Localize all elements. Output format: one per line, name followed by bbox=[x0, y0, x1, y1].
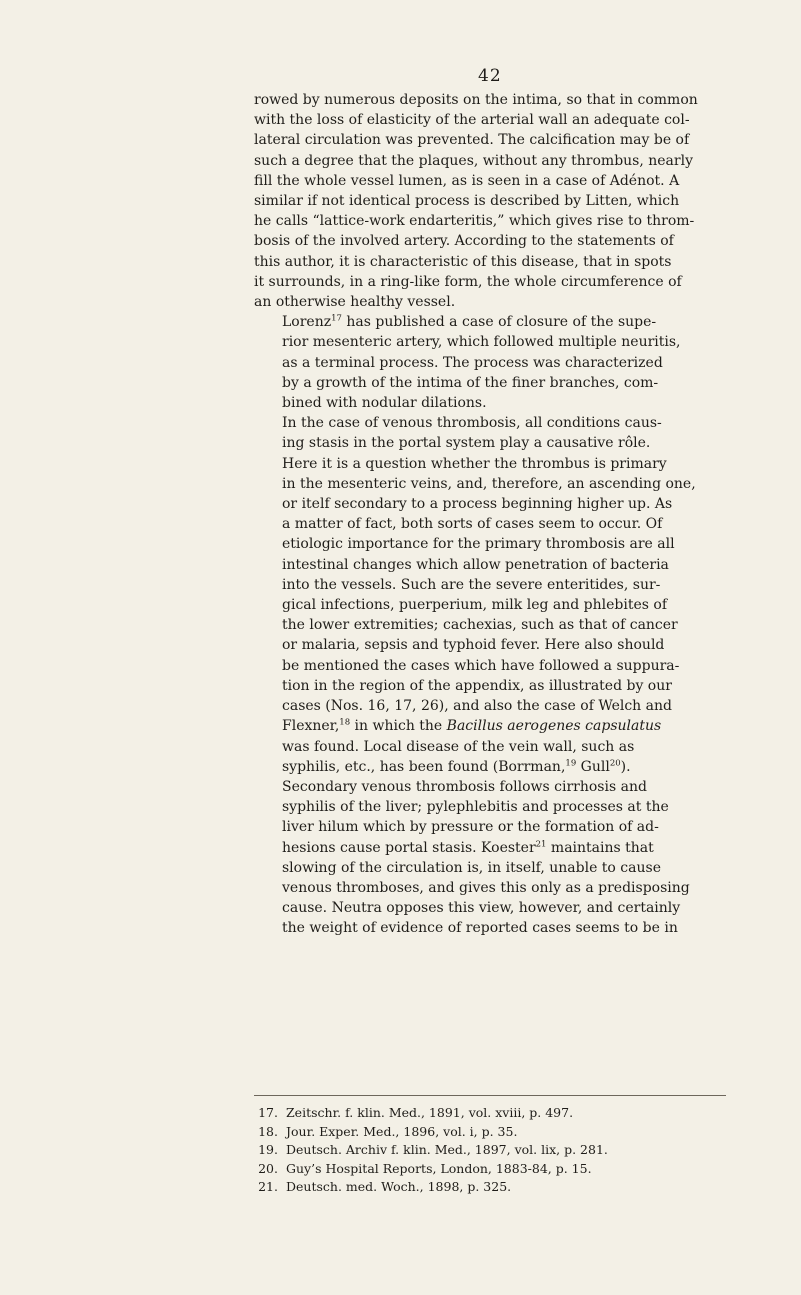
text-line: venous thromboses, and gives this only as a predisposing bbox=[282, 879, 690, 896]
text-line: Here it is a question whether the thrombus is primary bbox=[282, 455, 667, 472]
footnote-text: Deutsch. med. Woch., 1898, p. 325. bbox=[286, 1179, 512, 1195]
footnote-number: 17. bbox=[258, 1105, 278, 1120]
text-line: ing stasis in the portal system play a causative rôle. bbox=[282, 435, 651, 452]
text-line: slowing of the circulation is, in itself, unable to cause bbox=[282, 859, 661, 876]
text-line: intestinal changes which allow penetration of bacteria bbox=[282, 556, 669, 573]
text-line: it surrounds, in a ring-like form, the whole circumference of bbox=[254, 273, 682, 290]
text-line: hesions cause portal stasis. Koester$^{21}$ maintains that bbox=[282, 838, 654, 856]
text-line: cases (Nos. 16, 17, 26), and also the case of Welch and bbox=[282, 698, 672, 715]
footnote-item bbox=[254, 1160, 726, 1179]
text-line: was found. Local disease of the vein wall, such as bbox=[282, 738, 635, 755]
footnote-number: 18. bbox=[258, 1123, 278, 1139]
footnote-number: 20. bbox=[258, 1160, 278, 1176]
text-line: rowed by numerous deposits on the intima, so that in common bbox=[254, 92, 698, 108]
paragraph bbox=[254, 777, 726, 939]
text-line: or itelf secondary to a process beginning higher up. As bbox=[282, 496, 673, 513]
text-line: gical infections, puerperium, milk leg and phlebites of bbox=[282, 597, 668, 614]
footnote-text: Deutsch. Archiv f. klin. Med., 1897, vol. lix, p. 281. bbox=[286, 1142, 608, 1158]
footnote-number: 19. bbox=[258, 1142, 278, 1158]
text-line: such a degree that the plaques, without any thrombus, nearly bbox=[254, 152, 693, 169]
footnote-text: Guy’s Hospital Reports, London, 1883-84, p. 15. bbox=[286, 1160, 592, 1176]
text-line: this author, it is characteristic of this disease, that in spots bbox=[254, 253, 672, 270]
body-text bbox=[254, 90, 726, 939]
text-line: an otherwise healthy vessel. bbox=[254, 294, 456, 311]
text-line: Lorenz$^{17}$ has published a case of closure of the supe- bbox=[282, 313, 657, 331]
text-line: bosis of the involved artery. According to the statements of bbox=[254, 233, 674, 250]
text-line: Secondary venous thrombosis follows cirrhosis and bbox=[282, 778, 647, 795]
page-number: 42 bbox=[478, 66, 502, 86]
text-line: syphilis of the liver; pylephlebitis and processes at the bbox=[282, 799, 669, 816]
text-line: In the case of venous thrombosis, all conditions caus- bbox=[282, 415, 662, 432]
text-line: or malaria, sepsis and typhoid fever. Here also should bbox=[282, 637, 665, 654]
paragraph bbox=[254, 413, 726, 777]
text-line: the lower extremities; cachexias, such as that of cancer bbox=[282, 617, 678, 634]
footnote-item bbox=[254, 1123, 726, 1142]
text-line: rior mesenteric artery, which followed multiple neuritis, bbox=[282, 334, 681, 351]
text-line: similar if not identical process is described by Litten, which bbox=[254, 193, 680, 210]
text-line: lateral circulation was prevented. The calcification may be of bbox=[254, 132, 690, 149]
footnotes-list bbox=[254, 1104, 726, 1197]
text-line: he calls “lattice-work endarteritis,” which gives rise to throm- bbox=[254, 213, 695, 230]
text-line: by a growth of the intima of the finer branches, com- bbox=[282, 374, 659, 391]
paragraph bbox=[254, 90, 726, 312]
text-line: cause. Neutra opposes this view, however, and certainly bbox=[282, 900, 681, 917]
footnote-divider bbox=[254, 1095, 726, 1096]
paragraph bbox=[254, 312, 726, 413]
text-line: fill the whole vessel lumen, as is seen in a case of Adénot. A bbox=[254, 172, 680, 189]
book-page bbox=[254, 0, 726, 1295]
footnote-text: Zeitschr. f. klin. Med., 1891, vol. xviii, p. 497. bbox=[286, 1105, 574, 1120]
text-line: liver hilum which by pressure or the formation of ad- bbox=[282, 819, 659, 836]
footnote-item bbox=[254, 1141, 726, 1160]
footnote-item bbox=[254, 1178, 726, 1197]
text-line: bined with nodular dilations. bbox=[282, 395, 487, 412]
text-line: be mentioned the cases which have followed a suppura- bbox=[282, 657, 680, 674]
text-line: a matter of fact, both sorts of cases seem to occur. Of bbox=[282, 516, 663, 533]
text-line: with the loss of elasticity of the arterial wall an adequate col- bbox=[254, 112, 690, 129]
text-line: the weight of evidence of reported cases seems to be in bbox=[282, 920, 678, 937]
text-line: etiologic importance for the primary thrombosis are all bbox=[282, 536, 675, 553]
footnote-number: 21. bbox=[258, 1179, 278, 1195]
text-line: as a terminal process. The process was characterized bbox=[282, 354, 663, 371]
footnote-text: Jour. Exper. Med., 1896, vol. i, p. 35. bbox=[286, 1123, 518, 1139]
text-line: into the vessels. Such are the severe enteritides, sur- bbox=[282, 576, 661, 593]
footnote-item bbox=[254, 1104, 726, 1123]
text-line: Flexner,$^{18}$ in which the Bacillus aerogenes capsulatus bbox=[282, 717, 662, 735]
text-line: tion in the region of the appendix, as illustrated by our bbox=[282, 677, 672, 694]
text-line: syphilis, etc., has been found (Borrman,$^{19}$ Gull$^{20}$). bbox=[282, 758, 631, 775]
text-line: in the mesenteric veins, and, therefore, an ascending one, bbox=[282, 475, 696, 492]
